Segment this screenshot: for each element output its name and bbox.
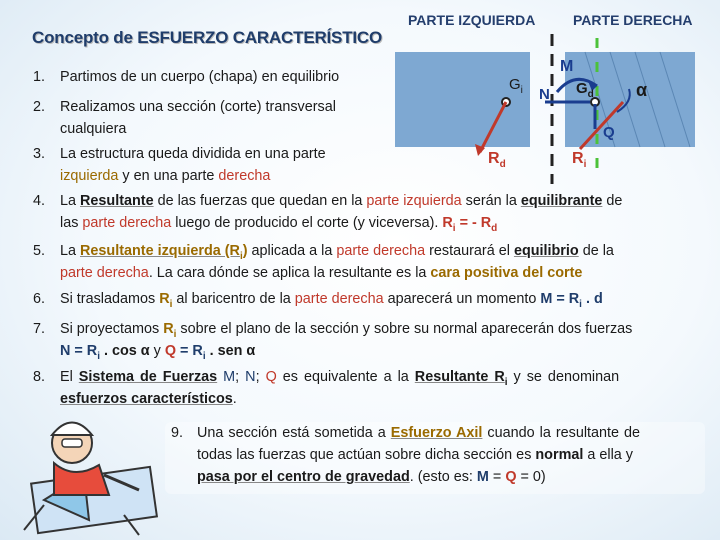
label-ri: $R_i$ — [572, 150, 587, 171]
page-title: Concepto de ESFUERZO CARACTERÍSTICO — [32, 28, 383, 47]
left-part-header: PARTE IZQUIERDA — [408, 12, 536, 28]
item-text: todas las fuerzas que actúan sobre dicha sección es normal a ella y — [197, 447, 633, 463]
item-text: las parte derecha luego de producido el corte (y viceversa). $R_i$ = - $R_d$ — [60, 215, 498, 234]
item-text: Si proyectamos $R_i$ sobre el plano de la sección y sobre su normal aparecerán dos fuerzas — [60, 321, 633, 340]
item-text: La estructura queda dividida en una parte — [60, 146, 326, 162]
item-text: pasa por el centro de gravedad. (esto es: M = Q = 0) — [197, 469, 546, 485]
label-gd: $G_d$ — [576, 80, 594, 100]
item-text: Si trasladamos $R_i$ al baricentro de la parte derecha aparecerá un momento $M = R_i$ . d — [60, 291, 603, 310]
item-text: parte derecha. La cara dónde se aplica la resultante es la cara positiva del corte — [60, 265, 583, 281]
item-text: Partimos de un cuerpo (chapa) en equilibrio — [60, 69, 340, 85]
item-text: esfuerzos característicos. — [60, 391, 237, 407]
item-number: 7. — [33, 321, 46, 337]
label-q: Q — [603, 124, 615, 141]
label-n: N — [539, 86, 550, 103]
item-number: 8. — [33, 369, 46, 385]
label-alpha: α — [636, 80, 648, 100]
item-text: Una sección está sometida a Esfuerzo Axil cuando la resultante de — [197, 425, 641, 441]
engineer-illustration — [14, 405, 164, 537]
item-number: 1. — [33, 69, 46, 85]
item-text: La Resultante izquierda $(R_i)$ aplicada a la parte derecha restaurará el equilibrio de la — [60, 243, 614, 262]
item-text: cualquiera — [60, 121, 127, 137]
item-number: 3. — [33, 146, 46, 162]
label-gi: $G_i$ — [509, 76, 523, 96]
label-m: M — [560, 58, 574, 75]
item-text: $N = R_i$ . cos α y $Q = R_i$ . sen α — [60, 343, 256, 362]
right-part-header: PARTE DERECHA — [573, 12, 693, 28]
item-text: El Sistema de Fuerzas M; N; Q es equivalente a la Resultante $R_i$ y se denominan — [60, 369, 620, 388]
item-text: La Resultante de las fuerzas que quedan en la parte izquierda serán la equilibrante de — [60, 193, 623, 209]
item-number: 5. — [33, 243, 46, 259]
label-rd: $R_d$ — [488, 150, 506, 171]
item-number: 6. — [33, 291, 46, 307]
axial-stress-note — [165, 422, 705, 494]
item-text: izquierda y en una parte derecha — [60, 168, 271, 184]
item-number: 4. — [33, 193, 46, 209]
item-text: Realizamos una sección (corte) transversal — [60, 99, 336, 115]
item-number: 2. — [33, 99, 46, 115]
item-number: 9. — [171, 425, 184, 441]
section-cut-diagram — [385, 34, 715, 184]
